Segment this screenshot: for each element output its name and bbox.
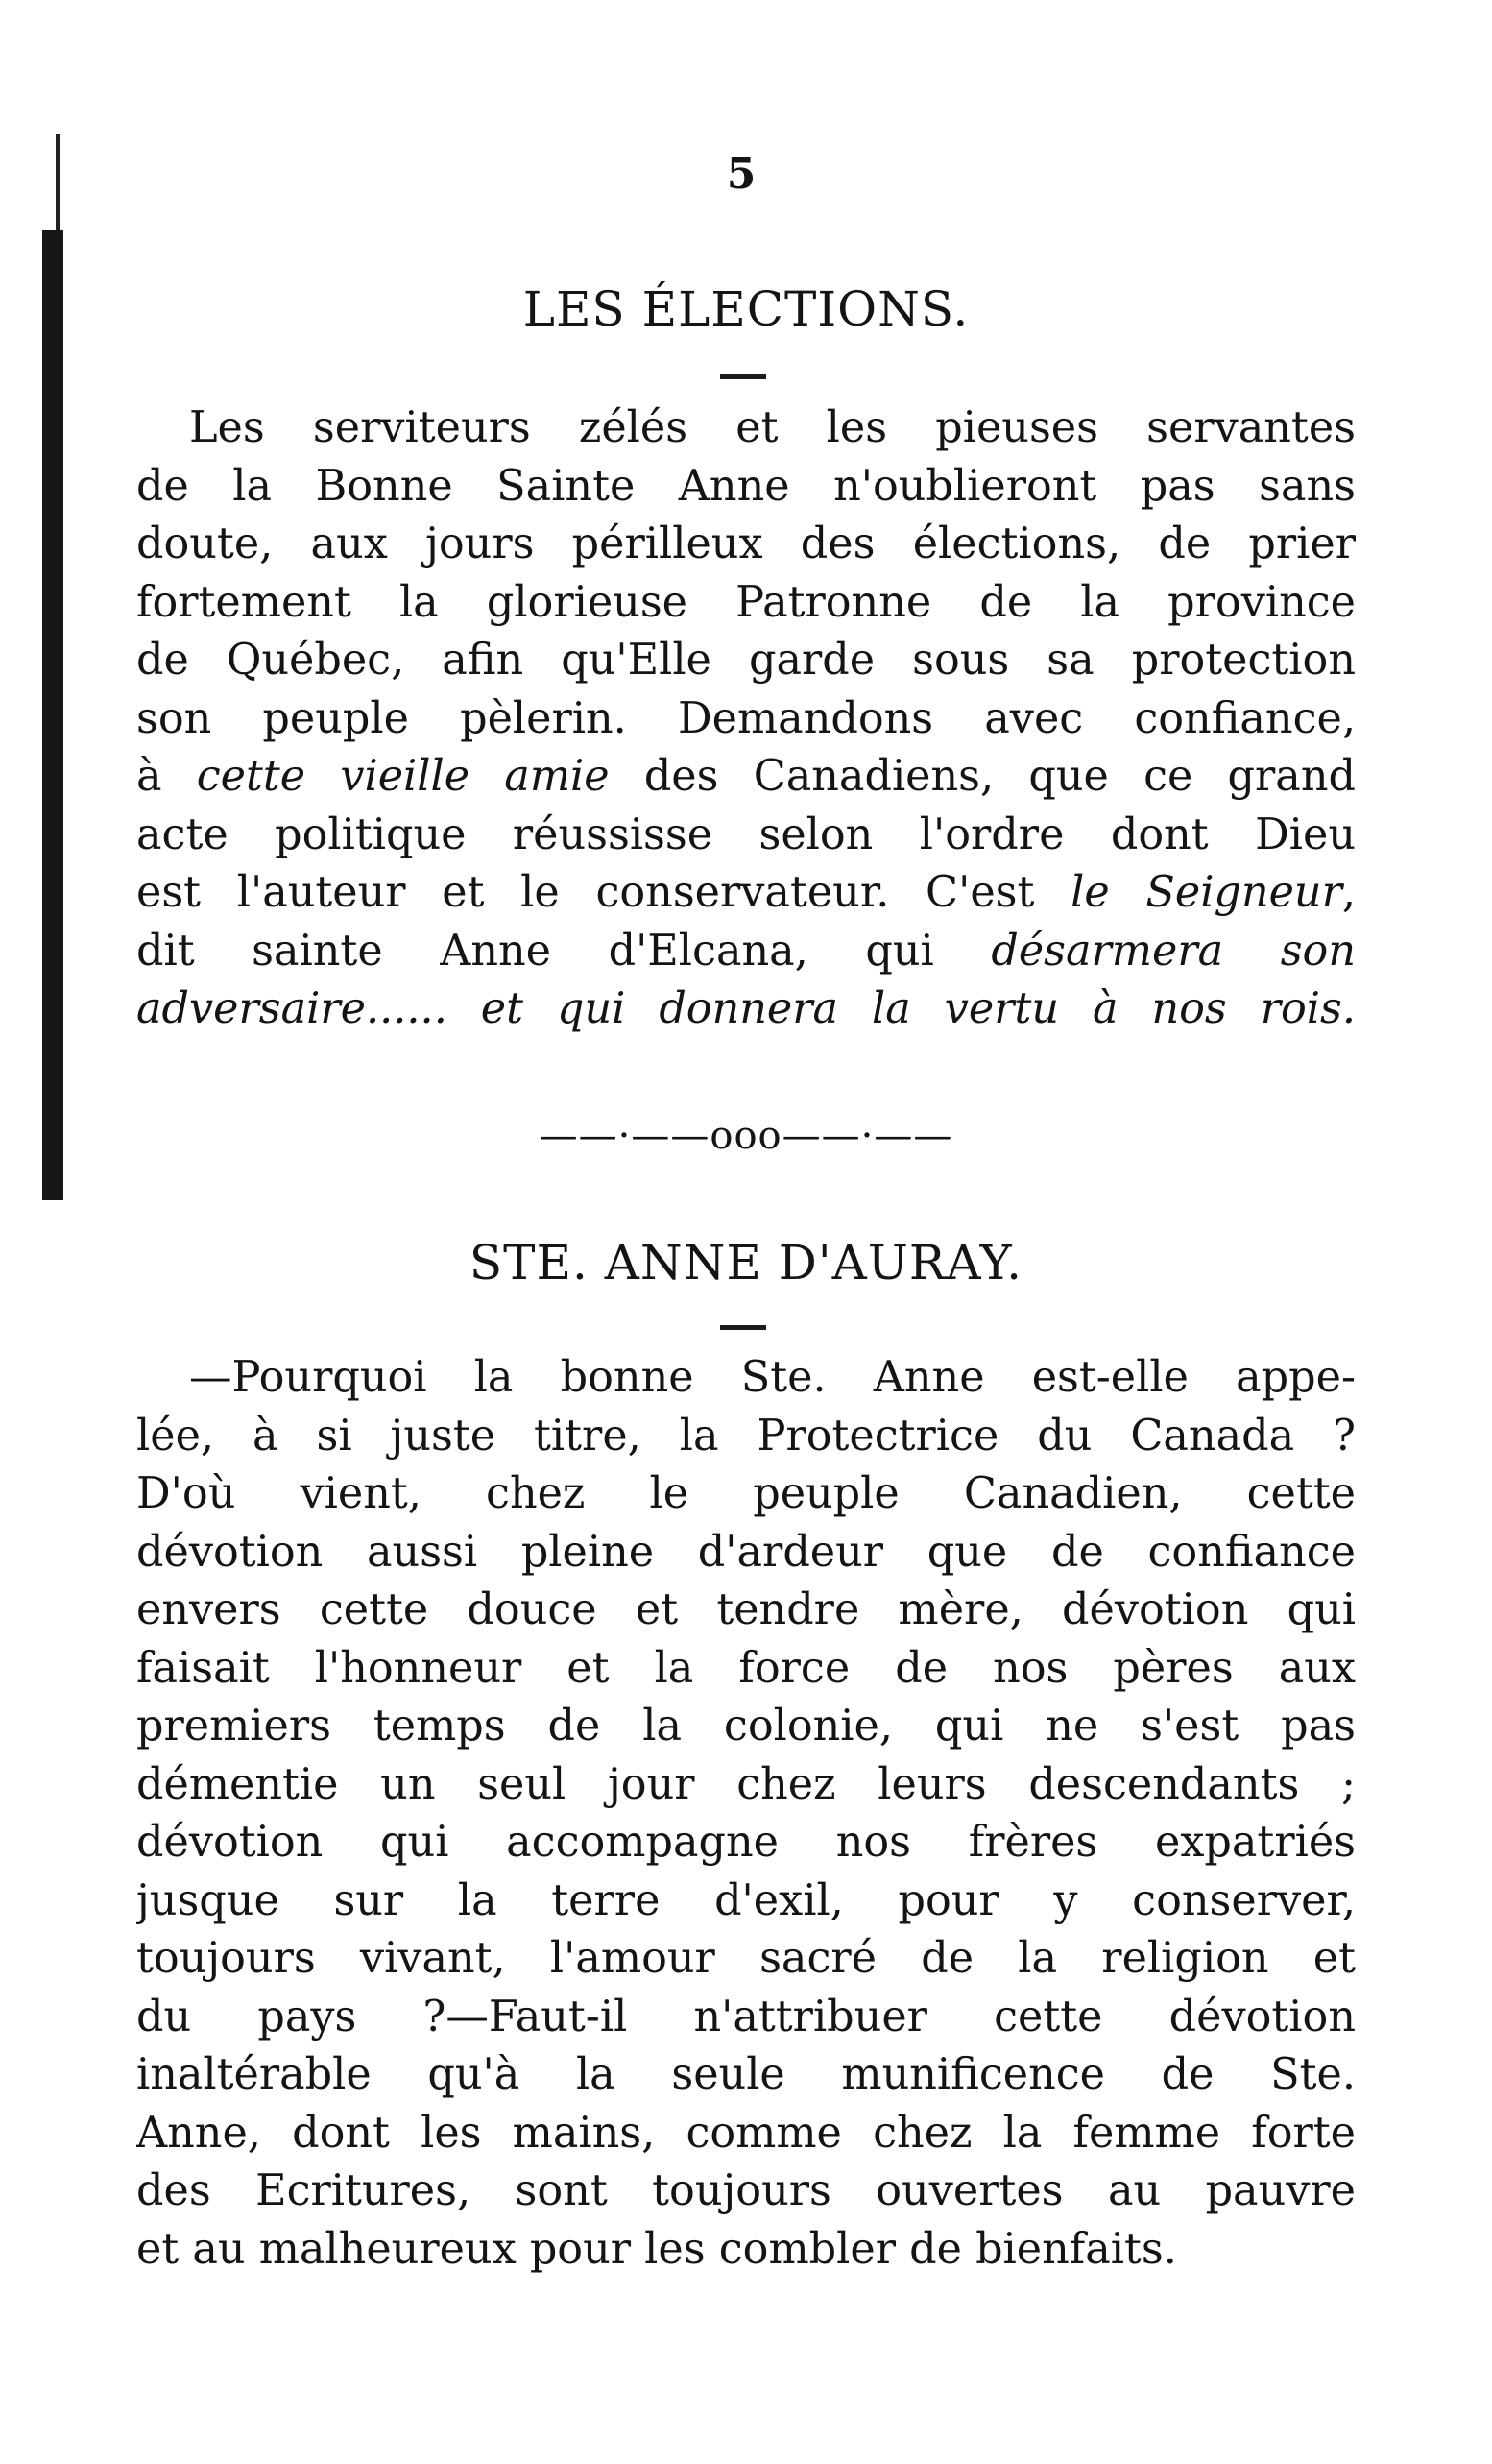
text-line: à cette vieille amie des Canadiens, que ce grand [136,752,1356,801]
text-line: son peuple pèlerin. Demandons avec confiance, [136,693,1356,743]
text-line: Anne, dont les mains, comme chez la femme forte [136,2108,1356,2158]
text-line: D'où vient, chez le peuple Canadien, cette [136,1469,1356,1518]
italic-phrase: le Seigneur [1071,868,1342,917]
binding-shadow [42,230,63,1200]
text-line: premiers temps de la colonie, qui ne s'est pas [136,1702,1356,1751]
text-line: dévotion aussi pleine d'ardeur que de confiance [136,1527,1356,1577]
text-line: faisait l'honneur et la force de nos pères aux [136,1643,1356,1693]
page-number: 5 [726,150,757,199]
section-ornament: ——·——ooo——·—— [539,1114,953,1158]
text-line: —Pourquoi la bonne Ste. Anne est-elle appe- [189,1353,1356,1402]
text-line: doute, aux jours périlleux des élections, de prier [136,519,1356,568]
text-line: de Québec, afin qu'Elle garde sous sa protection [136,636,1356,685]
section-title-elections: LES ÉLECTIONS. [522,281,970,337]
section-title-auray: STE. ANNE D'AURAY. [469,1235,1023,1291]
text-line: Les serviteurs zélés et les pieuses servantes [189,403,1356,452]
title-rule [720,1325,766,1330]
italic-phrase: désarmera son [991,926,1356,976]
paragraph-auray [136,1349,1356,2279]
text-line: toujours vivant, l'amour sacré de la religion et [136,1934,1356,1983]
text-line: du pays ?—Faut-il n'attribuer cette dévotion [136,1992,1356,2041]
text-line: de la Bonne Sainte Anne n'oublieront pas sans [136,461,1356,511]
text-line: fortement la glorieuse Patronne de la province [136,577,1356,627]
text-line: inaltérable qu'à la seule munificence de Ste. [136,2050,1356,2099]
title-rule [720,374,766,379]
binding-edge-mark [56,134,60,240]
text-line: démentie un seul jour chez leurs descendants ; [136,1759,1356,1809]
text-line: dévotion qui accompagne nos frères expatriés [136,1818,1356,1867]
text-line: et au malheureux pour les combler de bienfaits. [136,2224,1177,2274]
text-line [136,980,1356,1039]
paragraph-elections [136,399,1356,1039]
text-line: envers cette douce et tendre mère, dévotion qui [136,1585,1356,1634]
text-line: acte politique réussisse selon l'ordre dont Dieu [136,809,1356,859]
italic-phrase: adversaire...... et qui donnera la vertu à nos rois. [136,984,1356,1033]
text-line: est l'auteur et le conservateur. C'est le Seigneur, [136,868,1356,917]
text-line: lée, à si juste titre, la Protectrice du Canada ? [136,1411,1356,1461]
italic-phrase: cette vieille amie [196,752,610,801]
text-line: dit sainte Anne d'Elcana, qui désarmera son [136,926,1356,976]
text-line: des Ecritures, sont toujours ouvertes au pauvre [136,2166,1356,2215]
text-line: jusque sur la terre d'exil, pour y conserver, [136,1875,1356,1925]
